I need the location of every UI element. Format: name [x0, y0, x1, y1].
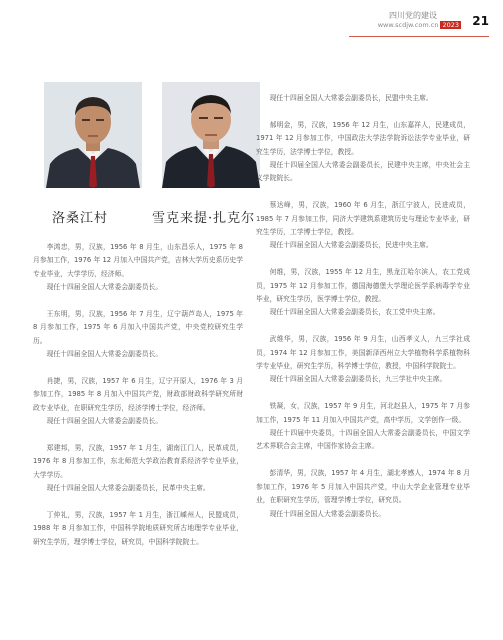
bio-paragraph: 现任十四届全国人大常委会副委员长。	[46, 283, 163, 292]
url-text: www.scdjw.com.cn	[377, 21, 439, 29]
portrait-caption-left: 洛桑江村	[52, 211, 109, 226]
bio-paragraph: 现任十四届全国人大常委会副委员长，民盟中央主席。	[269, 94, 433, 102]
bio-paragraph: 郑建邦，男，汉族，1957 年 1 月生，湖南江门人，民革成员，1976 年 8 月参加工作，东北师范大学政治教育系经济学专业毕业，大学学历。	[33, 444, 243, 479]
text-column-left	[33, 241, 243, 549]
bio-paragraph: 郝明金，男，汉族，1956 年 12 月生，山东嘉祥人，民建成员，1971 年 12 月参加工作，中国政法大学法学院诉讼法学专业毕业，研究生学历，法学博士学位，教授。	[256, 120, 470, 156]
bio-paragraph: 现任十四届中央委员，十四届全国人大常委会副委员长，中国文学艺术界联合会主席，中国作家协会主席。	[256, 429, 470, 451]
bio-paragraph: 现任十四届全国人大常委会副委员长，九三学社中央主席。	[269, 375, 447, 384]
portrait-photo-right	[162, 82, 260, 188]
paragraph-gap	[33, 295, 243, 308]
paragraph-gap	[33, 496, 243, 509]
bio-paragraph: 铁凝，女，汉族，1957 年 9 月生，河北赵县人，1975 年 7 月参加工作，1975 年 11 月加入中国共产党，高中学历，文学创作一级。	[256, 402, 470, 424]
page-number: 21	[472, 14, 489, 28]
bio-paragraph: 现任十四届全国人大常委会副委员长，民革中央主席。	[46, 484, 210, 493]
portrait-photo-left	[44, 82, 142, 188]
paragraph-gap	[256, 105, 470, 118]
portrait-caption-right: 雪克来提·扎克尔	[152, 211, 256, 226]
paragraph-gap	[256, 387, 470, 400]
paragraph-gap	[256, 186, 470, 199]
paragraph-gap	[33, 429, 243, 442]
bio-paragraph: 现任十四届全国人大常委会副委员长，民建中央主席，中央社会主义学院院长。	[256, 161, 470, 183]
magazine-url	[378, 21, 461, 29]
paragraph-gap	[256, 454, 470, 467]
bio-paragraph: 肖捷，男，汉族，1957 年 6 月生，辽宁开原人，1976 年 3 月参加工作，1985 年 8 月加入中国共产党，财政部财政科学研究所财政专业毕业，在职研究生学历，经济学博士学位，经济师。	[33, 377, 243, 412]
bio-paragraph: 彭清华，男，汉族，1957 年 4 月生，湖北孝感人，1974 年 8 月参加工作，1976 年 5 月加入中国共产党，中山大学企业管理专业毕业，在职研究生学历，管理学博士学位，研究员。	[256, 469, 470, 505]
bio-paragraph: 现任十四届全国人大常委会副委员长。	[269, 509, 386, 518]
bio-paragraph: 李鸿忠，男，汉族，1956 年 8 月生，山东昌乐人，1975 年 8 月参加工作，1976 年 12 月加入中国共产党，吉林大学历史系历史学专业毕业，大学学历，经济师。	[33, 243, 243, 278]
header-rule	[349, 36, 489, 37]
bio-paragraph: 武维华，男，汉族，1956 年 9 月生，山西孝义人，九三学社成员，1974 年 12 月参加工作，美国新泽西州立大学植物科学系植物科学专业毕业，研究生学历，科学博士学位，教授，中国科学院院士。	[256, 335, 470, 371]
magazine-title: 四川党的建设	[389, 11, 437, 20]
bio-paragraph: 现任十四届全国人大常委会副委员长。	[46, 350, 163, 359]
bio-paragraph: 现任十四届全国人大常委会副委员长，农工党中央主席。	[269, 308, 440, 317]
year-badge: 2023	[442, 21, 459, 29]
paragraph-gap	[33, 362, 243, 375]
page-header	[339, 8, 489, 38]
bio-paragraph: 蔡达峰，男，汉族，1960 年 6 月生，浙江宁波人，民进成员，1985 年 7 月参加工作，同济大学建筑系建筑历史与理论专业毕业，研究生学历，工学博士学位，教授。	[256, 201, 470, 237]
bio-paragraph: 丁仲礼，男，汉族，1957 年 1 月生，浙江嵊州人，民盟成员，1988 年 8 月参加工作，中国科学院地质研究所古地理学专业毕业，研究生学历，理学博士学位，研究员，中国科学院院士。	[33, 511, 243, 546]
text-column-right	[256, 92, 470, 521]
paragraph-gap	[256, 320, 470, 333]
bio-paragraph: 何维，男，汉族，1955 年 12 月生，黑龙江哈尔滨人，农工党成员，1975 年 12 月参加工作，德国海德堡大学理论医学系病毒学专业毕业，研究生学历，医学博士学位，教授。	[256, 268, 470, 304]
bio-paragraph: 王东明，男，汉族，1956 年 7 月生，辽宁葫芦岛人，1975 年 8 月参加工作，1975 年 6 月加入中国共产党，中央党校研究生学历。	[33, 310, 243, 345]
bio-paragraph: 现任十四届全国人大常委会副委员长，民进中央主席。	[269, 241, 433, 250]
paragraph-gap	[256, 253, 470, 266]
bio-paragraph: 现任十四届全国人大常委会副委员长。	[46, 417, 163, 426]
